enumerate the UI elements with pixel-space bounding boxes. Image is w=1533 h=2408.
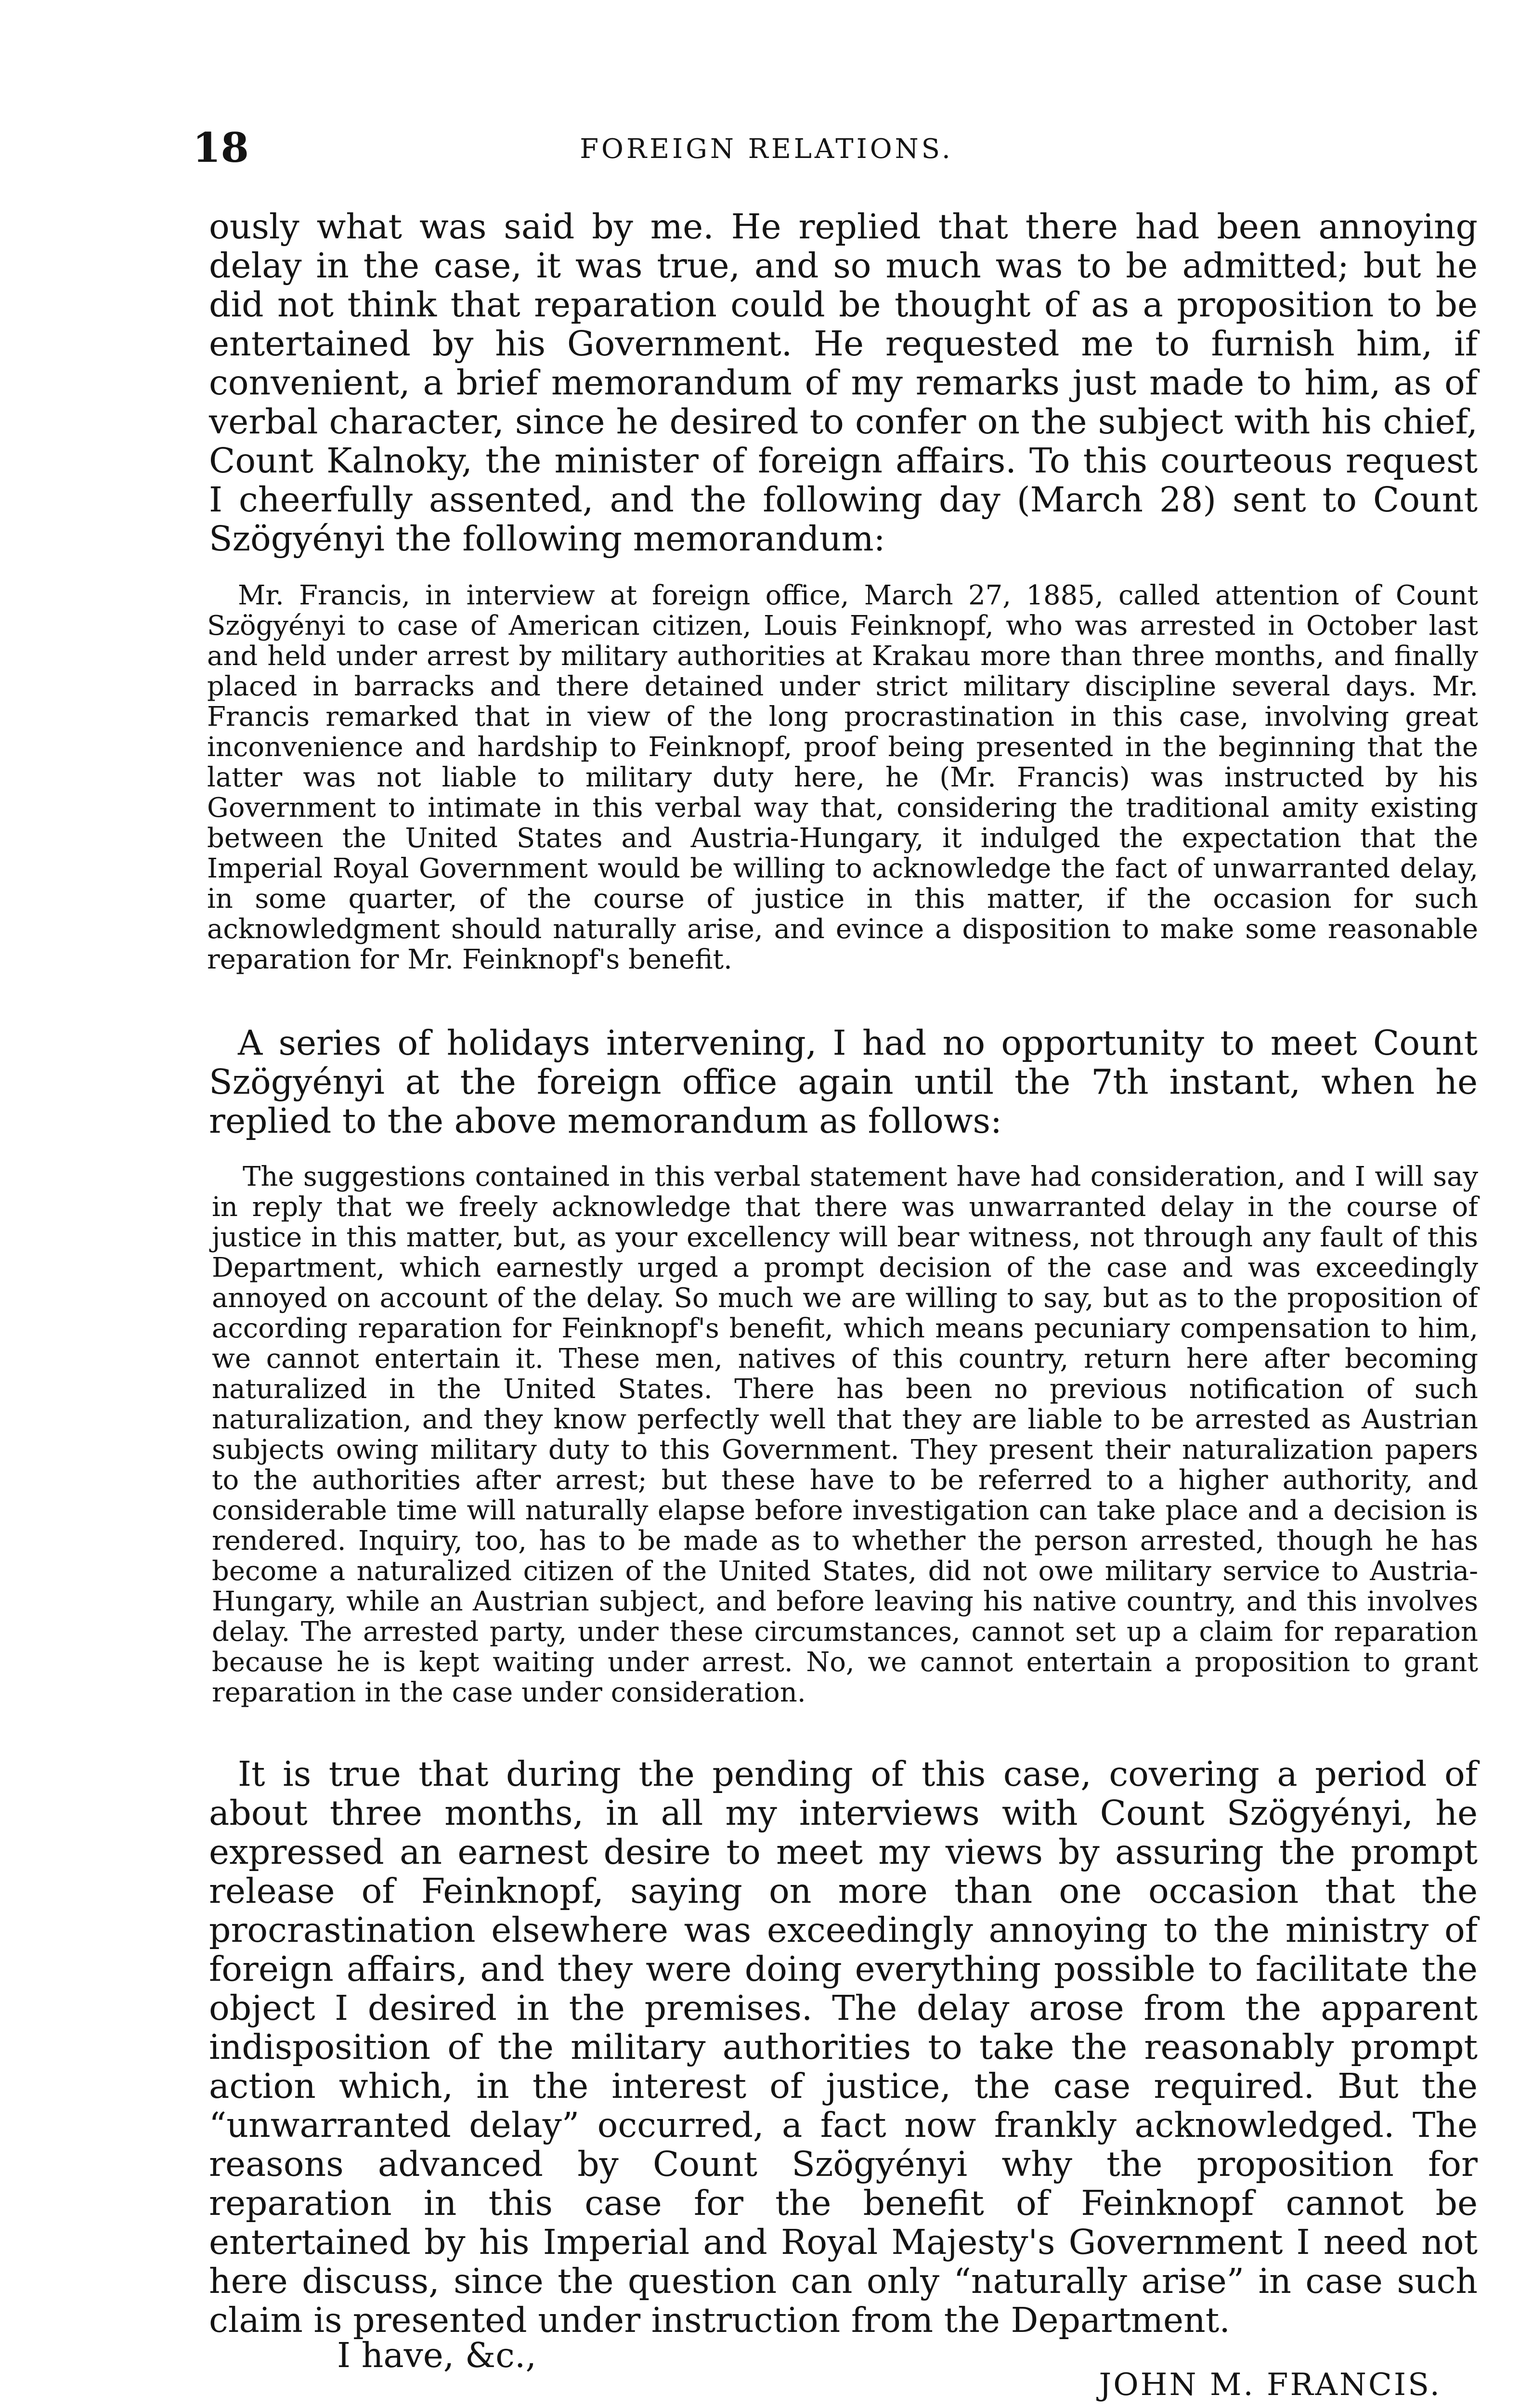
signature: JOHN M. FRANCIS.: [1099, 2367, 1442, 2403]
memorandum-block: Mr. Francis, in interview at foreign office, March 27, 1885, called attention of Count Szögyényi to case of American citizen, Louis Feinknopf, who was arrested in October last and held under arrest by military authorities at Krakau more than three months, and finally placed in barracks and there detained under strict military discipline several days. Mr. Francis remarked that in view of the long procrastination in this case, involving great inconvenience and hardship to Feinknopf, proof being presented in the beginning that the latter was not liable to military duty here, he (Mr. Francis) was instructed by his Government to intimate in this verbal way that, considering the traditional amity existing between the United States and Austria-Hungary, it indulged the expectation that the Imperial Royal Government would be willing to acknowledge the fact of unwarranted delay, in some quarter, of the course of justice in this matter, if the occasion for such acknowledgment should naturally arise, and evince a disposition to make some reasonable reparation for Mr. Feinknopf's benefit.: [207, 580, 1478, 975]
running-head: FOREIGN RELATIONS.: [580, 133, 953, 165]
closing-salutation: I have, &c.,: [337, 2335, 537, 2375]
paragraph-conclusion: It is true that during the pending of this case, covering a period of about three months, in all my interviews with Count Szögyényi, he expressed an earnest desire to meet my views by assuring the prompt release of Feinknopf, saying on more than one occasion that the procrastination elsewhere was exceedingly annoying to the ministry of foreign affairs, and they were doing everything possible to facilitate the object I desired in the premises. The delay arose from the apparent indisposition of the military authorities to take the reasonably prompt action which, in the interest of justice, the case required. But the “unwarranted delay” occurred, a fact now frankly acknowledged. The reasons advanced by Count Szögyényi why the proposition for reparation in this case for the benefit of Feinknopf cannot be entertained by his Imperial and Royal Majesty's Government I need not here discuss, since the question can only “naturally arise” in case such claim is presented under instruction from the Department.: [209, 1754, 1478, 2340]
paragraph-opening: ously what was said by me. He replied that there had been annoying delay in the case, it was true, and so much was to be admitted; but he did not think that reparation could be thought of as a proposition to be entertained by his Government. He requested me to furnish him, if convenient, a brief memorandum of my remarks just made to him, as of verbal character, since he desired to confer on the subject with his chief, Count Kalnoky, the minister of foreign affairs. To this courteous request I cheerfully assented, and the following day (March 28) sent to Count Szögyényi the following memorandum:: [209, 207, 1478, 559]
reply-block: The suggestions contained in this verbal statement have had consideration, and I will say in reply that we freely acknowledge that there was unwarranted delay in the course of justice in this matter, but, as your excellency will bear witness, not through any fault of this Department, which earnestly urged a prompt decision of the case and was exceedingly annoyed on account of the delay. So much we are willing to say, but as to the proposition of according reparation for Feinknopf's benefit, which means pecuniary compensation to him, we cannot entertain it. These men, natives of this country, return here after becoming naturalized in the United States. There has been no previous notification of such naturalization, and they know perfectly well that they are liable to be arrested as Austrian subjects owing military duty to this Government. They present their naturalization papers to the authorities after arrest; but these have to be referred to a higher authority, and considerable time will naturally elapse before investigation can take place and a decision is rendered. Inquiry, too, has to be made as to whether the person arrested, though he has become a naturalized citizen of the United States, did not owe military service to Austria-Hungary, while an Austrian subject, and before leaving his native country, and this involves delay. The arrested party, under these circumstances, cannot set up a claim for reparation because he is kept waiting under arrest. No, we cannot entertain a proposition to grant reparation in the case under consideration.: [212, 1161, 1478, 1708]
paragraph-holidays: A series of holidays intervening, I had no opportunity to meet Count Szögyényi at the foreign office again until the 7th instant, when he replied to the above memorandum as follows:: [209, 1023, 1478, 1141]
page-number: 18: [193, 124, 249, 171]
